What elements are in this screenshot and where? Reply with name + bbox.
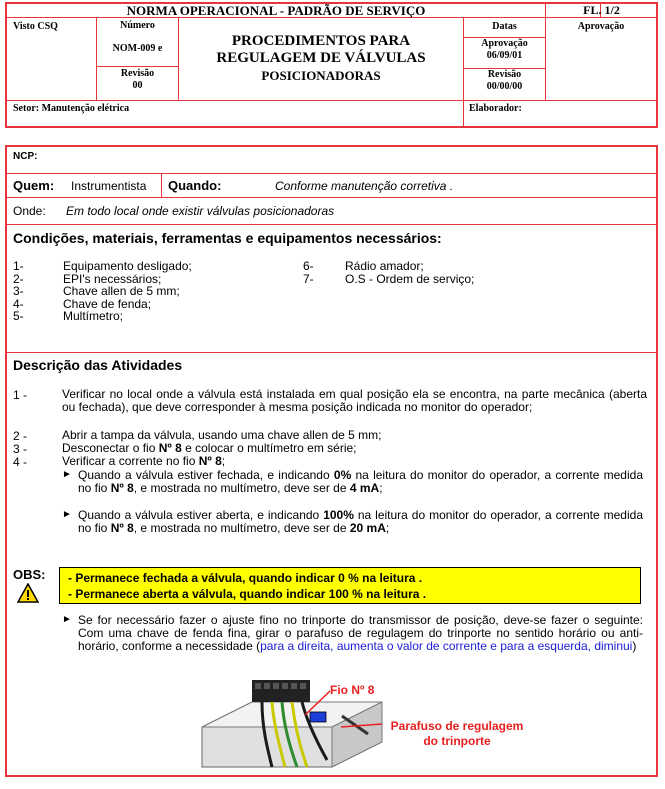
activities-title: Descrição das Atividades — [13, 357, 183, 373]
conditions-right-list — [303, 260, 474, 285]
obs-highlight-box — [59, 567, 641, 604]
step-2-number: 2 - — [13, 429, 28, 443]
bullet-open-valve: Quando a válvula estiver aberta, e indicando 100% na leitura do monitor do operador, a corrente medida no fio Nº 8, e mostrada no multímetro, deve ser de 20 mA; — [78, 508, 643, 535]
aprovacao-label: Aprovação — [481, 38, 528, 49]
fig-label-wire: Fio Nº 8 — [330, 683, 375, 697]
datas-label: Datas — [492, 21, 517, 32]
onde-label: Onde: — [13, 204, 46, 218]
arrow-bullet-icon: ► — [62, 509, 72, 520]
quem-label: Quem: — [13, 178, 55, 193]
step-1-number: 1 - — [13, 388, 28, 402]
fig-pointer-screw — [337, 712, 387, 737]
conditions-title: Condições, materiais, ferramentas e equipamentos necessários: — [13, 230, 442, 246]
revisao-date: 00/00/00 — [486, 81, 523, 92]
obs-line-1: - Permanece fechada a válvula, quando indicar 0 % na leitura . — [68, 571, 423, 585]
step-4-number: 4 - — [13, 455, 28, 469]
fig-pointer-wire — [297, 689, 337, 719]
revisao-label: Revisão — [120, 68, 155, 79]
revisao-value: 00 — [132, 80, 143, 91]
elaborador-label: Elaborador: — [469, 103, 522, 114]
step-1-text: Verificar no local onde a válvula está instalada em qual posição ela se encontra, na parte mecânica (aberta ou fechada), que deve corresponder à mesma posição indicada no monitor do operador; — [62, 387, 647, 414]
condition-item: 1- Equipamento desligado; — [13, 259, 192, 273]
condition-item: 7- O.S - Ordem de serviço; — [303, 271, 475, 286]
obs-label: OBS: — [13, 567, 46, 582]
condition-item: 2- EPI's necessários; — [13, 271, 162, 286]
document-header — [5, 2, 658, 128]
numero-label: Número — [120, 20, 155, 31]
condition-item: 6- Rádio amador; — [303, 259, 424, 273]
fig-label-screw: Parafuso de regulagem do trinporte — [390, 719, 524, 748]
condition-item: 3- Chave allen de 5 mm; — [13, 284, 180, 298]
step-4-text: Verificar a corrente no fio Nº 8; — [62, 454, 226, 468]
arrow-bullet-icon: ► — [62, 614, 72, 625]
ncp-label: NCP: — [13, 151, 38, 162]
doc-title-line2: REGULAGEM DE VÁLVULAS — [216, 50, 426, 66]
arrow-bullet-icon: ► — [62, 469, 72, 480]
onde-value: Em todo local onde existir válvulas posicionadoras — [66, 204, 335, 218]
warning-icon — [17, 583, 39, 603]
doc-title-line1: PROCEDIMENTOS PARA — [231, 33, 411, 49]
step-2-text: Abrir a tampa da válvula, usando uma chave allen de 5 mm; — [62, 428, 382, 442]
setor-label: Setor: Manutenção elétrica — [13, 103, 130, 114]
revisao-date-label: Revisão — [487, 69, 522, 80]
bullet-closed-valve: Quando a válvula estiver fechada, e indicando 0% na leitura do monitor do operador, a corrente medida no fio Nº 8, e mostrada no multímetro, deve ser de 4 mA; — [78, 468, 643, 495]
procedure-body — [5, 145, 658, 777]
page-number: FL. 1/2 — [583, 3, 620, 17]
quando-label: Quando: — [168, 178, 222, 193]
aprovacao-column-label: Aprovação — [577, 21, 625, 32]
doc-title-line3: POSICIONADORAS — [261, 68, 381, 83]
step-3-text: Desconectar o fio Nº 8 e colocar o multímetro em série; — [62, 441, 357, 455]
condition-item: 5- Multímetro; — [13, 309, 124, 323]
quando-value: Conforme manutenção corretiva . — [275, 179, 454, 193]
obs-line-2: - Permanece aberta a válvula, quando indicar 100 % na leitura . — [68, 587, 427, 601]
quem-value: Instrumentista — [71, 179, 147, 193]
norm-title: NORMA OPERACIONAL - PADRÃO DE SERVIÇO — [126, 3, 426, 18]
step-3-number: 3 - — [13, 442, 28, 456]
visto-csq-label: Visto CSQ — [13, 21, 58, 32]
fine-adjust-text: Se for necessário fazer o ajuste fino no trinporte do transmissor de posição, deve-se fazer o seguinte: Com uma chave de fenda fina, girar o parafuso de regulagem do trinporte no sentido horário ou anti-horário, conforme a necessidade (para a direita, aumenta o valor de corrente e para a esquerda, diminui) — [78, 613, 643, 653]
numero-value: NOM-009 e — [112, 43, 163, 54]
condition-item: 4- Chave de fenda; — [13, 296, 152, 311]
conditions-left-list — [13, 260, 192, 323]
aprovacao-date: 06/09/01 — [486, 50, 523, 61]
